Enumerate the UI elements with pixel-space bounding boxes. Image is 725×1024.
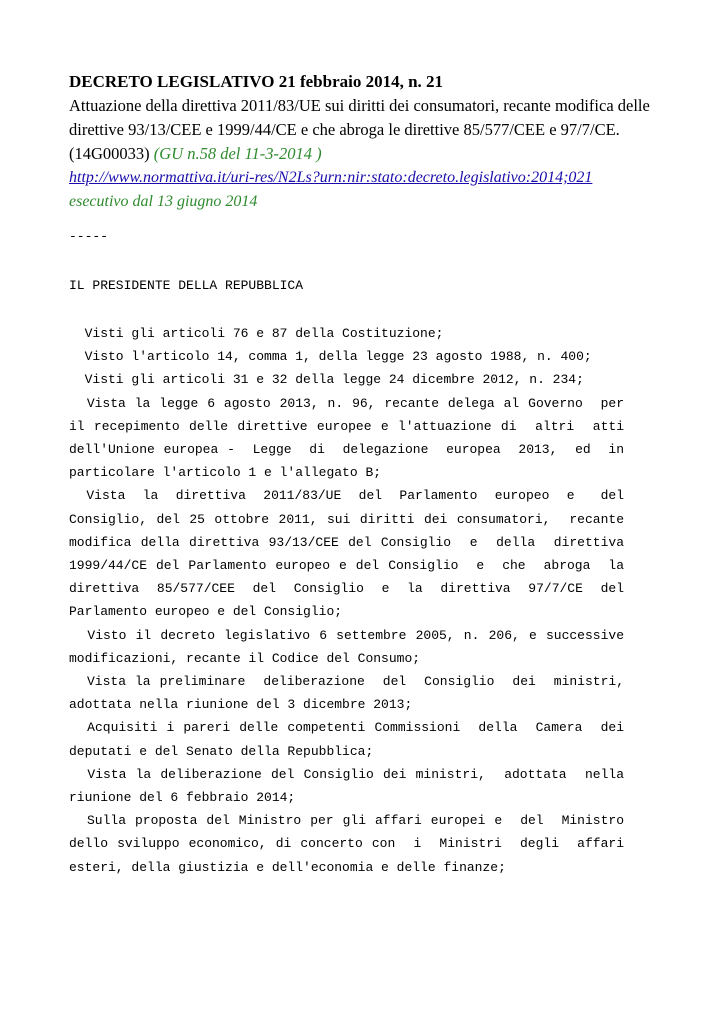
decree-subtitle — [69, 94, 669, 166]
preamble-line: modifica della direttiva 93/13/CEE del Consiglio e della direttiva — [69, 534, 624, 550]
gazette-reference: (GU n.58 del 11-3-2014 ) — [153, 144, 322, 163]
separator: ----- — [69, 229, 109, 244]
preamble-line: Parlamento europeo e del Consiglio; — [69, 604, 343, 620]
preamble-paragraph — [69, 716, 624, 762]
preamble-line: Visti gli articoli 31 e 32 della legge 24 dicembre 2012, n. 234; — [69, 372, 584, 388]
preamble-line: Visti gli articoli 76 e 87 della Costituzione; — [69, 326, 444, 341]
preamble-paragraph — [69, 322, 624, 345]
preamble-line: Consiglio, del 25 ottobre 2011, sui diritti dei consumatori, recante — [69, 511, 624, 527]
preamble-body — [69, 322, 624, 879]
preamble-line: Visto il decreto legislativo 6 settembre 2005, n. 206, e successive — [69, 627, 624, 643]
preamble-line: dell'Unione europea - Legge di delegazione europea 2013, ed in — [69, 442, 624, 458]
preamble-line: 1999/44/CE del Parlamento europeo e del Consiglio e che abroga la — [69, 558, 624, 574]
preamble-line: Vista la deliberazione del Consiglio dei ministri, adottata nella — [69, 766, 624, 782]
preamble-paragraph — [69, 368, 624, 391]
president-heading: IL PRESIDENTE DELLA REPUBBLICA — [69, 278, 304, 293]
preamble-line: adottata nella riunione del 3 dicembre 2013; — [69, 697, 413, 713]
preamble-line: Vista la direttiva 2011/83/UE del Parlamento europeo e del — [69, 488, 624, 504]
preamble-paragraph — [69, 484, 624, 623]
preamble-paragraph — [69, 624, 624, 670]
effective-date: esecutivo dal 13 giugno 2014 — [69, 193, 258, 210]
normattiva-link[interactable]: http://www.normattiva.it/uri-res/N2Ls?urn:nir:stato:decreto.legislativo:2014;021 — [69, 169, 593, 186]
preamble-line: Vista la legge 6 agosto 2013, n. 96, recante delega al Governo per — [69, 395, 624, 411]
preamble-line: dello sviluppo economico, di concerto con i Ministri degli affari — [69, 836, 624, 852]
preamble-line: Vista la preliminare deliberazione del Consiglio dei ministri, — [69, 674, 624, 690]
preamble-paragraph — [69, 809, 624, 879]
preamble-line: modificazioni, recante il Codice del Consumo; — [69, 650, 421, 666]
preamble-paragraph — [69, 763, 624, 809]
preamble-paragraph — [69, 670, 624, 716]
decree-subtitle-text: Attuazione della direttiva 2011/83/UE sui diritti dei consumatori, recante modifica delle direttive 93/13/CEE e 1999/44/CE e che abroga le direttive 85/577/CEE e 97/7/CE. (14G00033) — [69, 96, 650, 163]
preamble-line: Visto l'articolo 14, comma 1, della legge 23 agosto 1988, n. 400; — [69, 349, 592, 365]
preamble-line: Sulla proposta del Ministro per gli affari europei e del Ministro — [69, 813, 624, 829]
preamble-paragraph — [69, 392, 624, 485]
preamble-line: deputati e del Senato della Repubblica; — [69, 743, 374, 759]
preamble-line: direttiva 85/577/CEE del Consiglio e la direttiva 97/7/CE del — [69, 581, 624, 597]
decree-title: DECRETO LEGISLATIVO 21 febbraio 2014, n. 21 — [69, 72, 444, 91]
preamble-line: riunione del 6 febbraio 2014; — [69, 790, 296, 806]
preamble-paragraph — [69, 345, 624, 368]
preamble-line: il recepimento delle direttive europee e l'attuazione di altri atti — [69, 418, 624, 434]
preamble-line: particolare l'articolo 1 e l'allegato B; — [69, 465, 382, 481]
preamble-line: Acquisiti i pareri delle competenti Commissioni della Camera dei — [69, 720, 624, 736]
preamble-line: esteri, della giustizia e dell'economia e delle finanze; — [69, 859, 506, 875]
document-header — [69, 70, 669, 214]
